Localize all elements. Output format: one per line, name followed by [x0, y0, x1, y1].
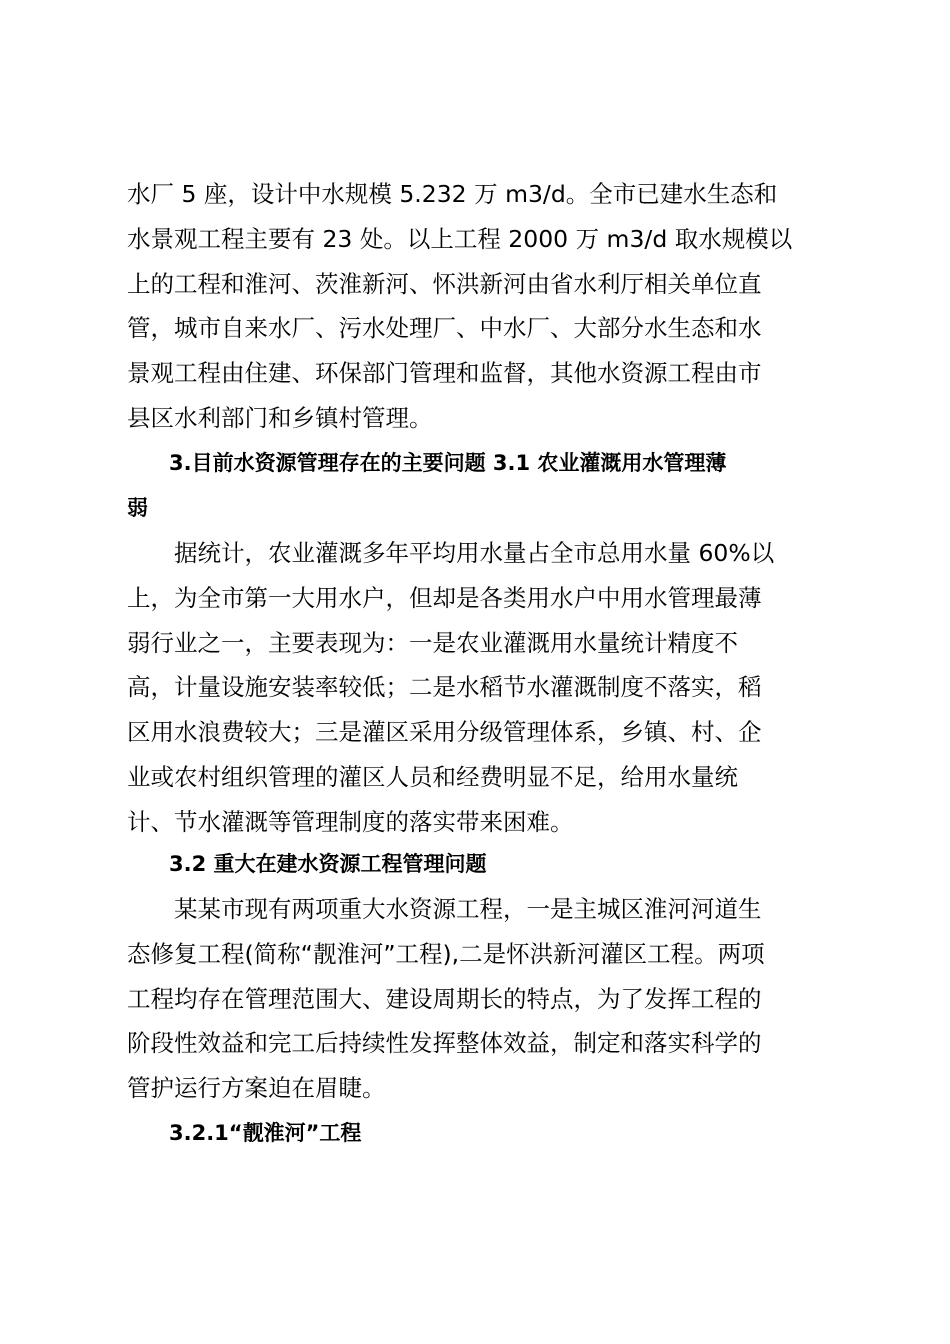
heading-section-3-2-1: 3.2.1“靓淮河”工程: [127, 1121, 362, 1145]
heading-section-3: 3.目前水资源管理存在的主要问题 3.1 农业灌溉用水管理薄 弱: [127, 451, 727, 520]
heading-section-3-2: 3.2 重大在建水资源工程管理问题: [127, 852, 487, 876]
paragraph-irrigation-management: 据统计，农业灌溉多年平均用水量占全市总用水量 60%以 上，为全市第一大用水户，但却是各类用水户中用水管理最薄 弱行业之一，主要表现为：一是农业灌溉用水量统计精度不 高，计量设施安装率较低；二是水稻节水灌溉制度不落实，稻 区用水浪费较大；三是灌区采用分级管理体系，乡镇、村、企 业或农村组织管理的灌区人员和经费明显不足，给用水量统 计、节水灌溉等管理制度的落实带来困难。: [127, 539, 775, 836]
paragraph-major-projects: 某某市现有两项重大水资源工程，一是主城区淮河河道生 态修复工程(简称“靓淮河”工程),二是怀洪新河灌区工程。两项 工程均存在管理范围大、建设周期长的特点，为了发挥工程的 阶段性效益和完工后持续性发挥整体效益，制定和落实科学的 管护运行方案迫在眉睫。: [127, 895, 765, 1103]
paragraph-water-projects: 水厂 5 座，设计中水规模 5.232 万 m3/d。全市已建水生态和 水景观工程主要有 23 处。以上工程 2000 万 m3/d 取水规模以 上的工程和淮河、茨淮新河、怀洪新河由省水利厅相关单位直 管，城市自来水厂、污水处理厂、中水厂、大部分水生态和水 景观工程由住建、环保部门管理和监督，其他水资源工程由市 县区水利部门和乡镇村管理。: [127, 180, 793, 432]
